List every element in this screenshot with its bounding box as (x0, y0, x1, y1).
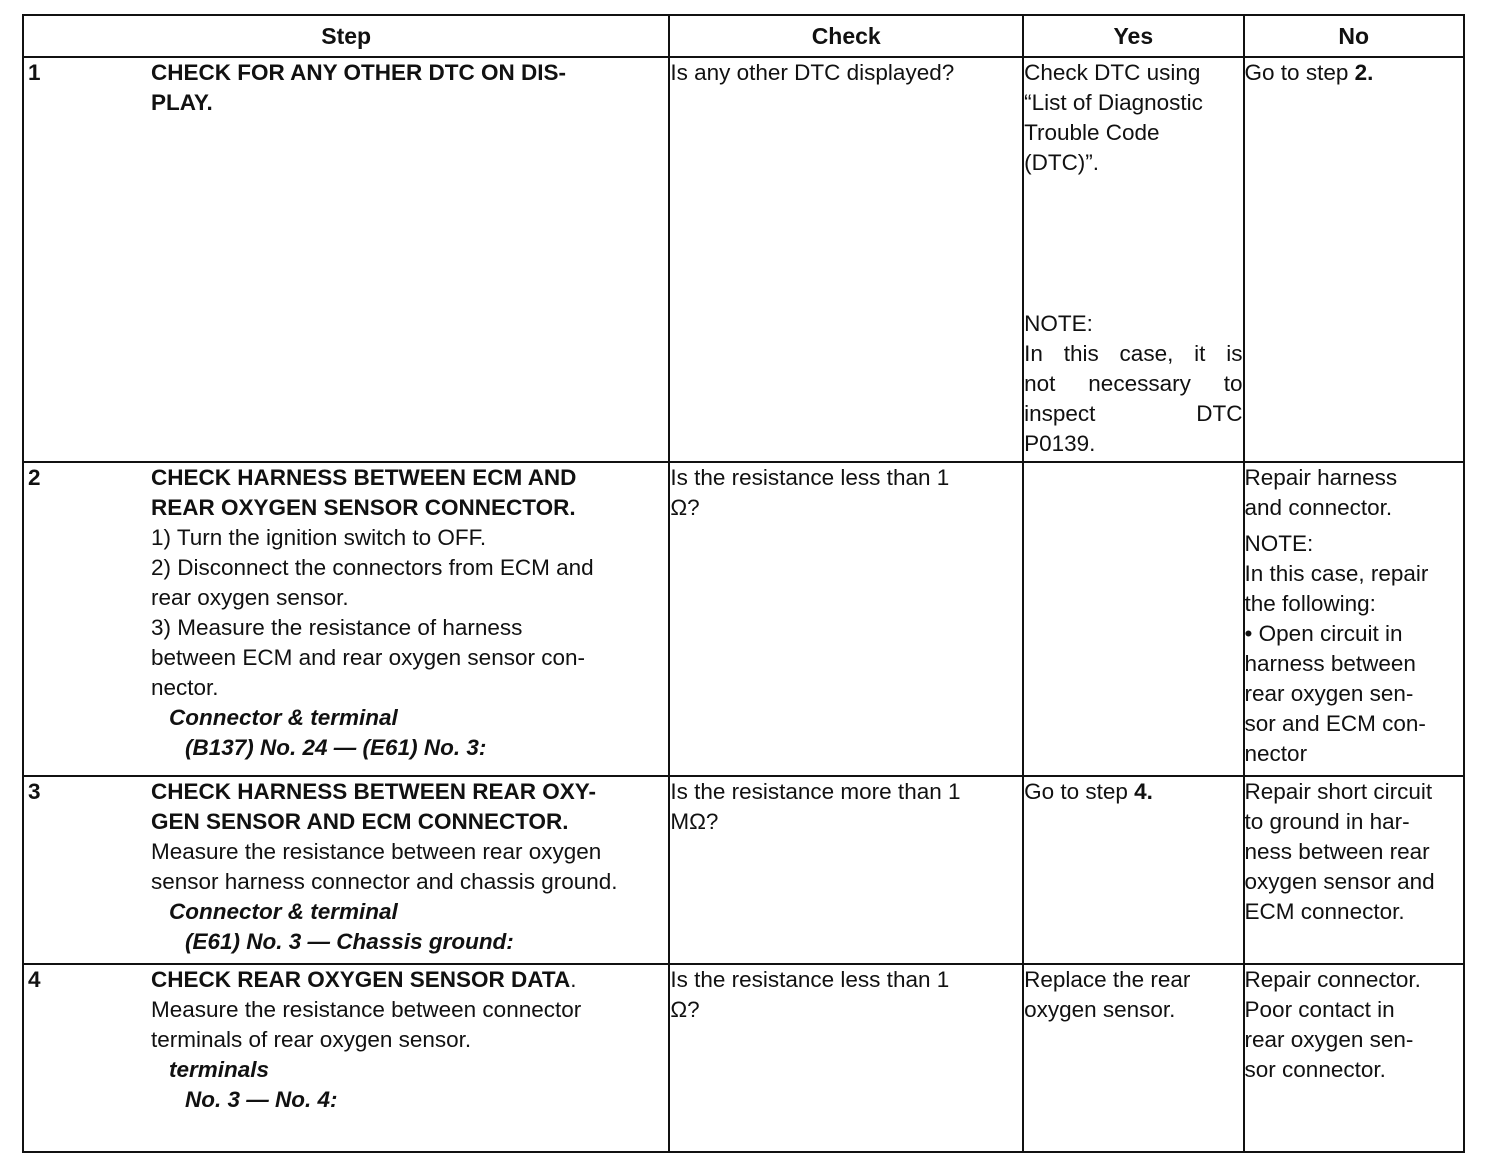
check-cell (669, 776, 1023, 964)
step-cell (23, 57, 669, 462)
note-text: nector (1244, 741, 1308, 766)
step-title: CHECK FOR ANY OTHER DTC ON DIS- (151, 60, 567, 85)
note-text: harness between (1244, 651, 1416, 676)
step-text: between ECM and rear oxygen sensor con- (151, 645, 585, 670)
step-text: nector. (151, 675, 219, 700)
go-to-step: 4. (1134, 779, 1153, 804)
check-text: Ω? (670, 997, 700, 1022)
step-text: Measure the resistance between connector (151, 997, 582, 1022)
yes-cell (1023, 462, 1243, 776)
note-label: NOTE: (1024, 311, 1093, 336)
step-title: CHECK HARNESS BETWEEN ECM AND (151, 465, 577, 490)
no-text: to ground in har- (1244, 809, 1410, 834)
yes-text: “List of Diagnostic (1024, 90, 1203, 115)
go-to-step: 2. (1354, 60, 1374, 85)
step-text: Measure the resistance between rear oxygen (151, 839, 602, 864)
step-cell (23, 776, 669, 964)
note-text: rear oxygen sen- (1244, 681, 1414, 706)
step-number: 2 (28, 465, 41, 490)
spec-label: Connector & terminal (169, 899, 398, 924)
step-number: 1 (28, 60, 41, 85)
no-cell (1244, 964, 1464, 1152)
check-text: Ω? (670, 495, 700, 520)
note-text: In this case, it is (1024, 341, 1243, 366)
note-text: sor and ECM con- (1244, 711, 1426, 736)
check-cell (669, 57, 1023, 462)
step-title (151, 965, 664, 995)
no-cell (1244, 776, 1464, 964)
step-title-bold: CHECK REAR OXYGEN SENSOR DATA (151, 967, 571, 992)
step-cell (23, 964, 669, 1152)
no-text: Poor contact in (1244, 997, 1395, 1022)
no-cell (1244, 462, 1464, 776)
step-text: 3) Measure the resistance of harness (151, 615, 523, 640)
header-row (23, 15, 1464, 57)
no-text: sor connector. (1244, 1057, 1386, 1082)
step-number: 4 (28, 967, 41, 992)
note-text: the following: (1244, 591, 1376, 616)
go-to-text: Go to step (1244, 60, 1355, 85)
header-check: Check (669, 15, 1023, 57)
check-text: MΩ? (670, 809, 719, 834)
spec-label: terminals (169, 1057, 270, 1082)
no-text: oxygen sensor and (1244, 869, 1435, 894)
note-text: P0139. (1024, 431, 1096, 456)
header-no: No (1244, 15, 1464, 57)
spec-value: (B137) No. 24 — (E61) No. 3: (185, 735, 487, 760)
yes-text: oxygen sensor. (1024, 997, 1176, 1022)
no-text: rear oxygen sen- (1244, 1027, 1414, 1052)
note-label: NOTE: (1244, 531, 1314, 556)
table-row (23, 776, 1464, 964)
no-text (1245, 58, 1463, 88)
yes-cell (1023, 57, 1243, 462)
check-text: Is the resistance less than 1 (670, 967, 950, 992)
check-cell (669, 964, 1023, 1152)
check-text: Is any other DTC displayed? (670, 60, 955, 85)
step-text: sensor harness connector and chassis ground. (151, 869, 618, 894)
no-text: Repair harness (1244, 465, 1398, 490)
yes-text (1024, 777, 1242, 807)
check-cell (669, 462, 1023, 776)
yes-text: Replace the rear (1024, 967, 1191, 992)
note-text: inspect DTC (1024, 401, 1243, 426)
no-text: Repair connector. (1244, 967, 1421, 992)
spec-label: Connector & terminal (169, 705, 398, 730)
go-to-text: Go to step (1024, 779, 1135, 804)
step-title: GEN SENSOR AND ECM CONNECTOR. (151, 809, 569, 834)
header-yes: Yes (1023, 15, 1243, 57)
note-text: • Open circuit in (1244, 621, 1403, 646)
yes-cell (1023, 776, 1243, 964)
no-cell (1244, 57, 1464, 462)
diagnostic-table (22, 14, 1465, 1153)
step-text: terminals of rear oxygen sensor. (151, 1027, 472, 1052)
step-text: 2) Disconnect the connectors from ECM and (151, 555, 594, 580)
no-text: and connector. (1244, 495, 1393, 520)
spec-value: No. 3 — No. 4: (185, 1087, 338, 1112)
no-text: ness between rear (1244, 839, 1430, 864)
yes-text: Trouble Code (1024, 120, 1160, 145)
yes-text: (DTC)”. (1024, 150, 1100, 175)
check-text: Is the resistance less than 1 (670, 465, 950, 490)
note-text: not necessary to (1024, 371, 1243, 396)
yes-cell (1023, 964, 1243, 1152)
no-text: ECM connector. (1244, 899, 1405, 924)
step-title-end: . (570, 967, 577, 992)
step-title: PLAY. (151, 90, 213, 115)
yes-text: Check DTC using (1024, 60, 1201, 85)
step-text: 1) Turn the ignition switch to OFF. (151, 525, 487, 550)
no-text: Repair short circuit (1244, 779, 1433, 804)
step-title: CHECK HARNESS BETWEEN REAR OXY- (151, 779, 597, 804)
table-row (23, 57, 1464, 462)
step-number: 3 (28, 779, 41, 804)
table-row (23, 462, 1464, 776)
check-text: Is the resistance more than 1 (670, 779, 961, 804)
table-row (23, 964, 1464, 1152)
step-cell (23, 462, 669, 776)
step-title: REAR OXYGEN SENSOR CONNECTOR. (151, 495, 576, 520)
note-text: In this case, repair (1244, 561, 1429, 586)
header-step: Step (23, 15, 669, 57)
spec-value: (E61) No. 3 — Chassis ground: (185, 929, 514, 954)
step-text: rear oxygen sensor. (151, 585, 349, 610)
